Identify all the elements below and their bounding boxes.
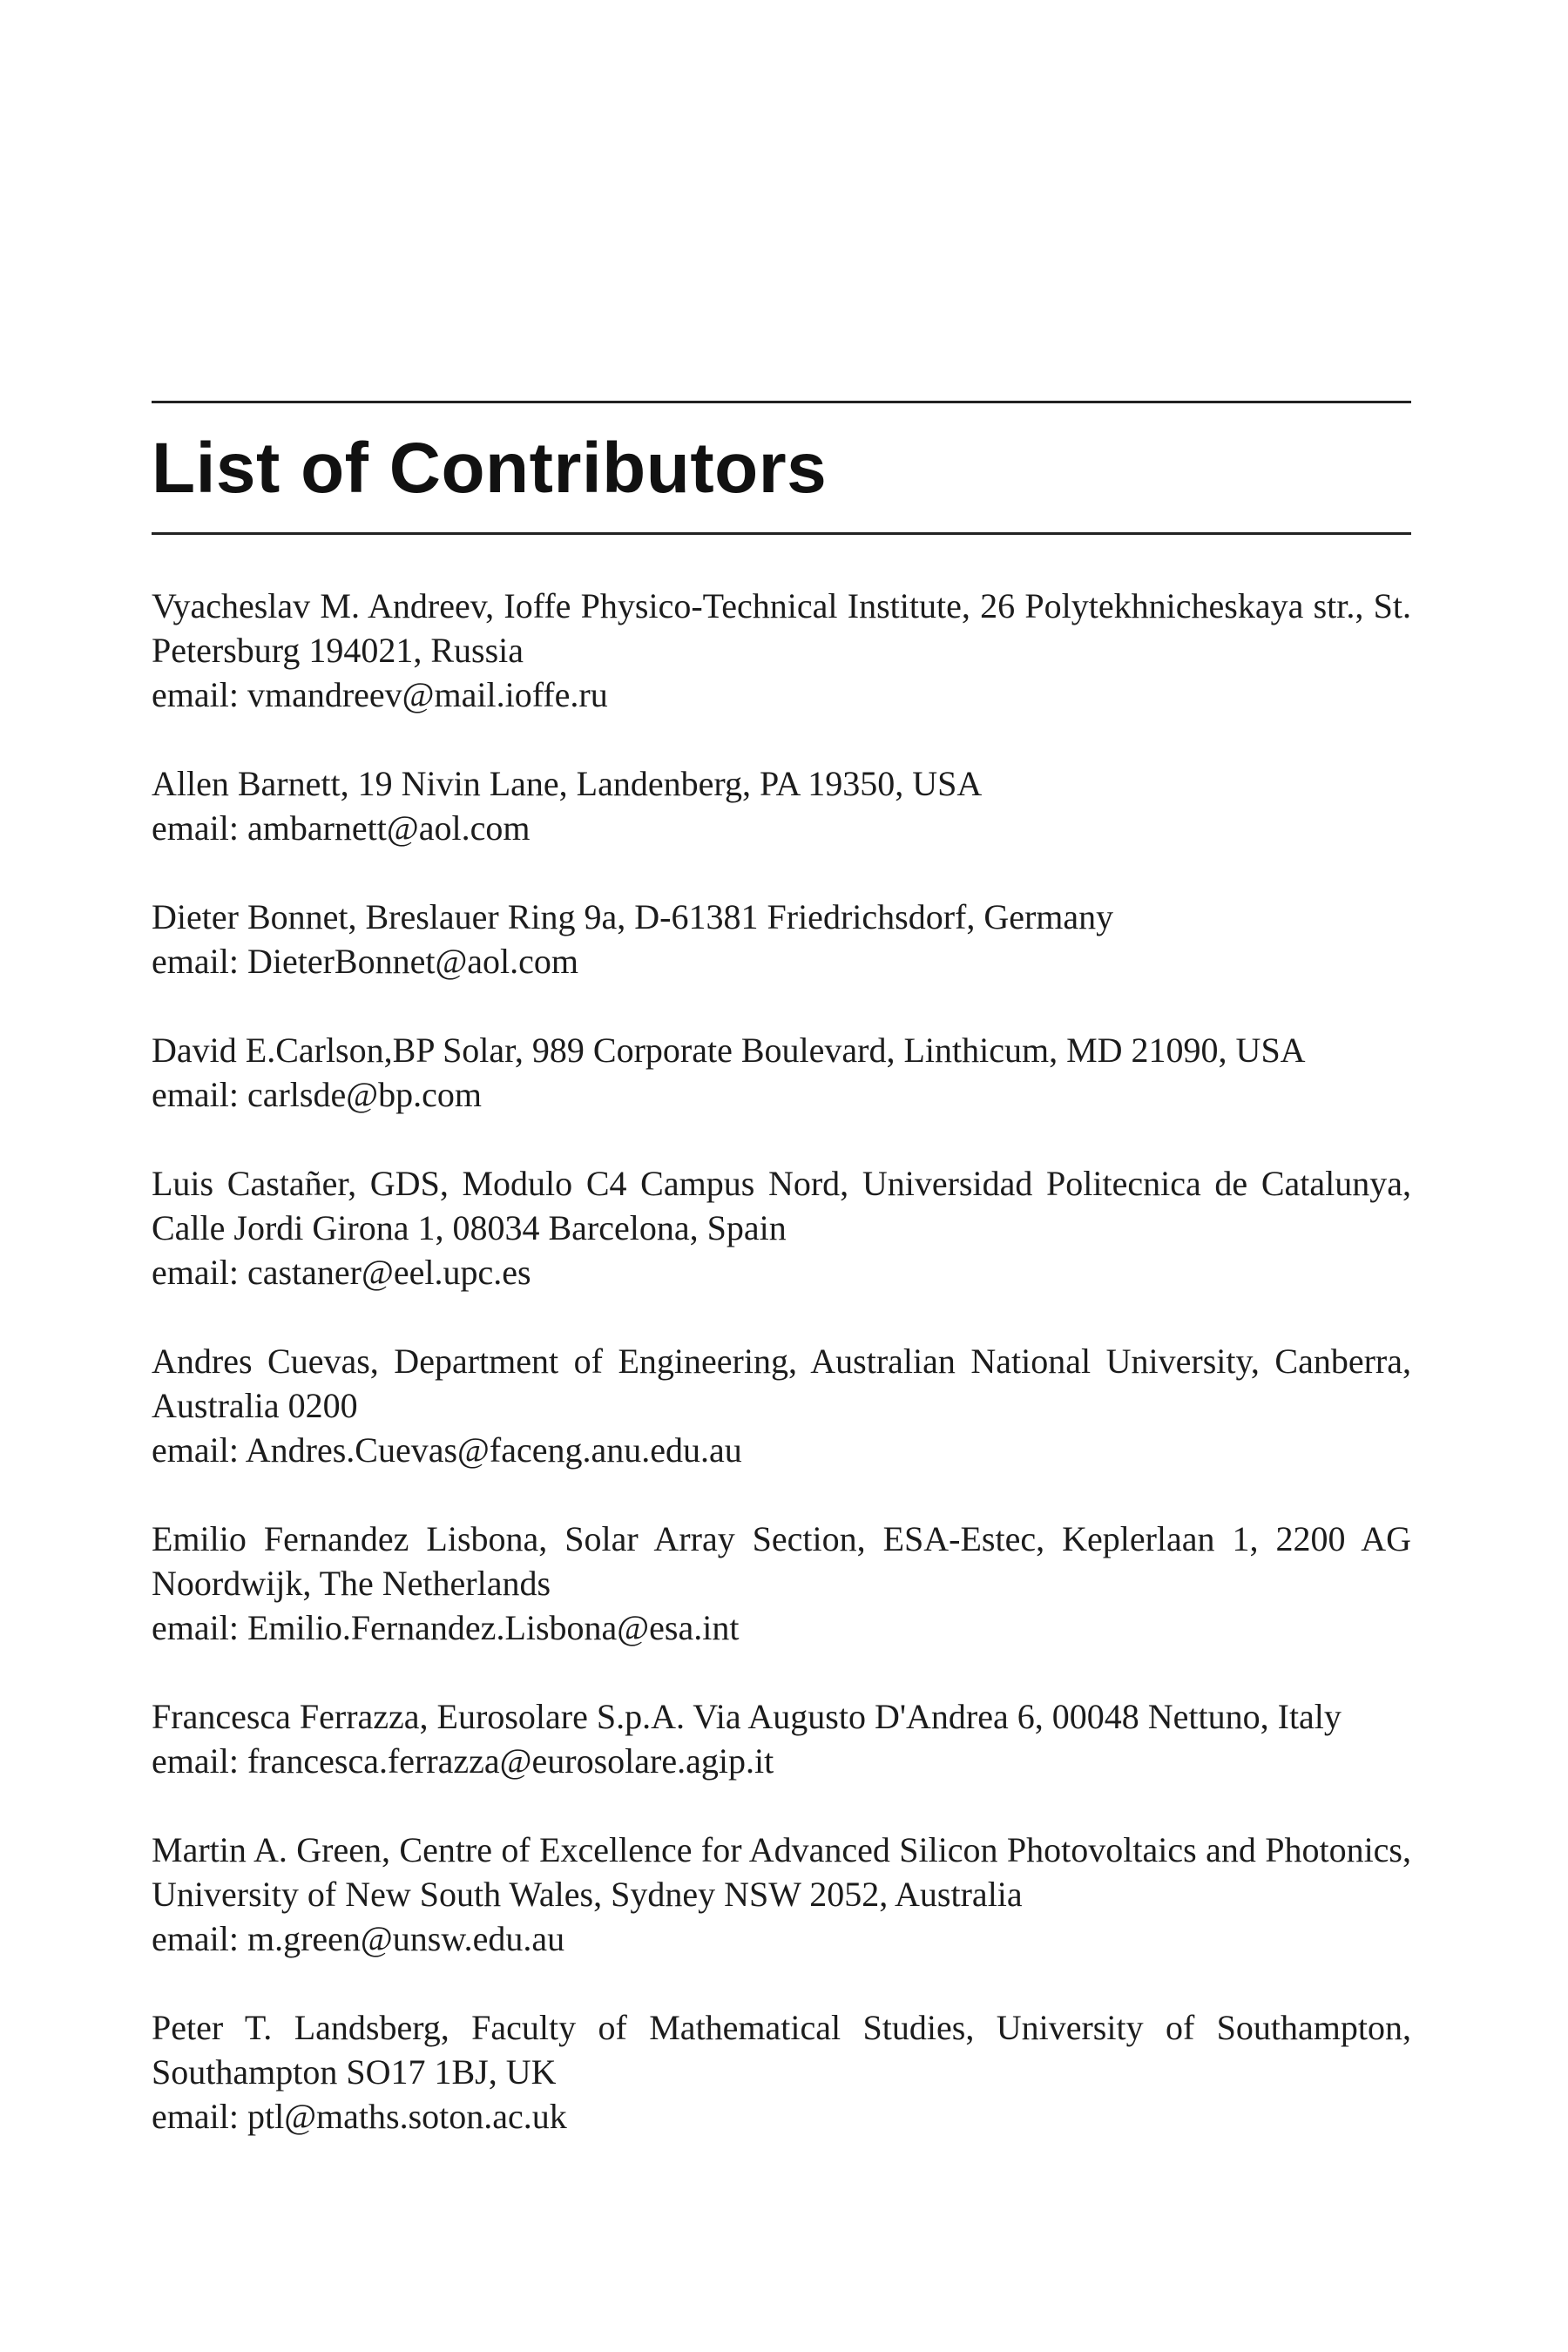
contributor-entry	[152, 1828, 1411, 1961]
contributor-address: Dieter Bonnet, Breslauer Ring 9a, D-61381 Friedrichsdorf, Germany	[152, 897, 1114, 936]
email-label: email:	[152, 1430, 239, 1470]
contributor-email-line	[152, 1916, 1411, 1961]
contributor-entry	[152, 1694, 1411, 1783]
contributor-email: vmandreev@mail.ioffe.ru	[247, 675, 608, 714]
contributor-address: Vyacheslav M. Andreev, Ioffe Physico-Technical Institute, 26 Polytekhnicheskaya str., St. Petersburg 194021, Russia	[152, 586, 1411, 670]
contributor-address: Peter T. Landsberg, Faculty of Mathematical Studies, University of Southampton, Southampton SO17 1BJ, UK	[152, 2008, 1411, 2092]
contributor-entry	[152, 584, 1411, 717]
contributor-address: Allen Barnett, 19 Nivin Lane, Landenberg, PA 19350, USA	[152, 764, 983, 803]
bottom-rule	[152, 532, 1411, 535]
contributor-email-line	[152, 1428, 1411, 1472]
email-label: email:	[152, 2097, 239, 2136]
contributor-email: DieterBonnet@aol.com	[247, 942, 579, 981]
email-label: email:	[152, 942, 239, 981]
contributor-email: carlsde@bp.com	[247, 1075, 482, 1114]
contributor-entry	[152, 761, 1411, 850]
contributor-entry	[152, 895, 1411, 983]
contributor-list	[152, 584, 1411, 2139]
contributor-email-line	[152, 1250, 1411, 1294]
contributor-address: Luis Castañer, GDS, Modulo C4 Campus Nord, Universidad Politecnica de Catalunya, Calle Jordi Girona 1, 08034 Barcelona, Spain	[152, 1164, 1411, 1247]
contributor-email-line	[152, 672, 1411, 717]
email-label: email:	[152, 1741, 239, 1781]
contributor-email: francesca.ferrazza@eurosolare.agip.it	[247, 1741, 774, 1781]
contributor-email: ptl@maths.soton.ac.uk	[247, 2097, 567, 2136]
contributor-email: Andres.Cuevas@faceng.anu.edu.au	[245, 1430, 742, 1470]
contributor-email-line	[152, 939, 1411, 983]
contributor-email-line	[152, 1739, 1411, 1783]
page-title: List of Contributors	[152, 429, 828, 508]
contributor-email: m.green@unsw.edu.au	[247, 1919, 565, 1958]
contributor-address: Martin A. Green, Centre of Excellence for Advanced Silicon Photovoltaics and Photonics, University of New South Wales, Sydney NSW 2052, Australia	[152, 1830, 1411, 1914]
email-label: email:	[152, 808, 239, 848]
email-label: email:	[152, 1608, 239, 1647]
contributor-entry	[152, 1028, 1411, 1117]
contributor-address: Emilio Fernandez Lisbona, Solar Array Section, ESA-Estec, Keplerlaan 1, 2200 AG Noordwijk, The Netherlands	[152, 1519, 1411, 1603]
contributor-email-line	[152, 806, 1411, 850]
contributor-email: Emilio.Fernandez.Lisbona@esa.int	[247, 1608, 740, 1647]
email-label: email:	[152, 675, 239, 714]
document-page	[152, 401, 1411, 2183]
contributor-address: Francesca Ferrazza, Eurosolare S.p.A. Via Augusto D'Andrea 6, 00048 Nettuno, Italy	[152, 1697, 1342, 1736]
email-label: email:	[152, 1075, 239, 1114]
contributor-entry	[152, 1339, 1411, 1472]
contributor-address: Andres Cuevas, Department of Engineering, Australian National University, Canberra, Australia 0200	[152, 1342, 1411, 1425]
email-label: email:	[152, 1919, 239, 1958]
contributor-entry	[152, 1161, 1411, 1294]
contributor-address: David E.Carlson,BP Solar, 989 Corporate Boulevard, Linthicum, MD 21090, USA	[152, 1031, 1306, 1070]
contributor-email: castaner@eel.upc.es	[247, 1253, 531, 1292]
contributor-entry	[152, 1517, 1411, 1650]
contributor-email: ambarnett@aol.com	[247, 808, 531, 848]
contributor-email-line	[152, 2094, 1411, 2139]
email-label: email:	[152, 1253, 239, 1292]
contributor-entry	[152, 2005, 1411, 2139]
contributor-email-line	[152, 1072, 1411, 1117]
contributor-email-line	[152, 1605, 1411, 1650]
